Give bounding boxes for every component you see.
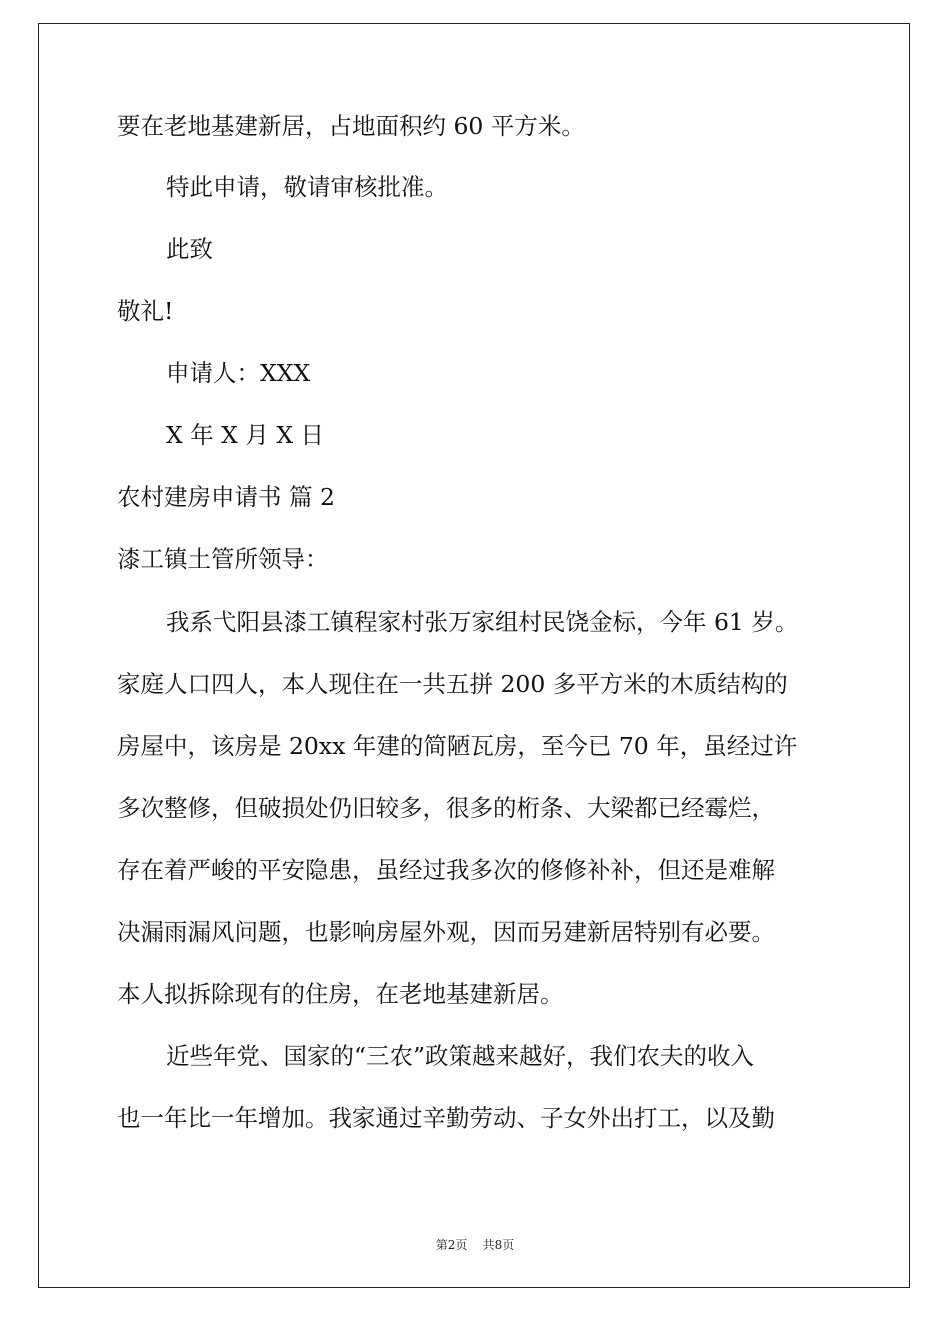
section-title: 农村建房申请书 篇 2 [117, 483, 335, 511]
page-number: 第2页 共8页 [435, 1238, 515, 1252]
text-line-1: 要在老地基建新居，占地面积约 60 平方米。 [117, 112, 585, 140]
text-line-4: 敬礼! [117, 297, 174, 325]
paragraph-line: 房屋中，该房是 20xx 年建的简陋瓦房，至今已 70 年，虽经过许 [117, 732, 798, 760]
paragraph-line: 本人拟拆除现有的住房，在老地基建新居。 [117, 980, 564, 1008]
applicant-line: 申请人：XXX [166, 359, 311, 387]
page-border [38, 23, 910, 1288]
paragraph-line: 近些年党、国家的“三农”政策越来越好，我们农夫的收入 [166, 1042, 755, 1070]
date-line: X 年 X 月 X 日 [166, 421, 325, 449]
text-line-3: 此致 [166, 235, 213, 263]
paragraph-line: 我系弋阳县漆工镇程家村张万家组村民饶金标，今年 61 岁。 [166, 608, 799, 636]
text-line-2: 特此申请，敬请审核批准。 [166, 173, 448, 201]
paragraph-line: 家庭人口四人，本人现住在一共五拼 200 多平方米的木质结构的 [117, 670, 788, 698]
salutation: 漆工镇土管所领导： [117, 545, 329, 573]
paragraph-line: 多次整修，但破损处仍旧较多，很多的桁条、大梁都已经霉烂， [117, 794, 775, 822]
paragraph-line: 决漏雨漏风问题，也影响房屋外观，因而另建新居特别有必要。 [117, 918, 775, 946]
paragraph-line: 存在着严峻的平安隐患，虽经过我多次的修修补补，但还是难解 [117, 856, 775, 884]
paragraph-line: 也一年比一年增加。我家通过辛勤劳动、子女外出打工，以及勤 [117, 1104, 775, 1132]
